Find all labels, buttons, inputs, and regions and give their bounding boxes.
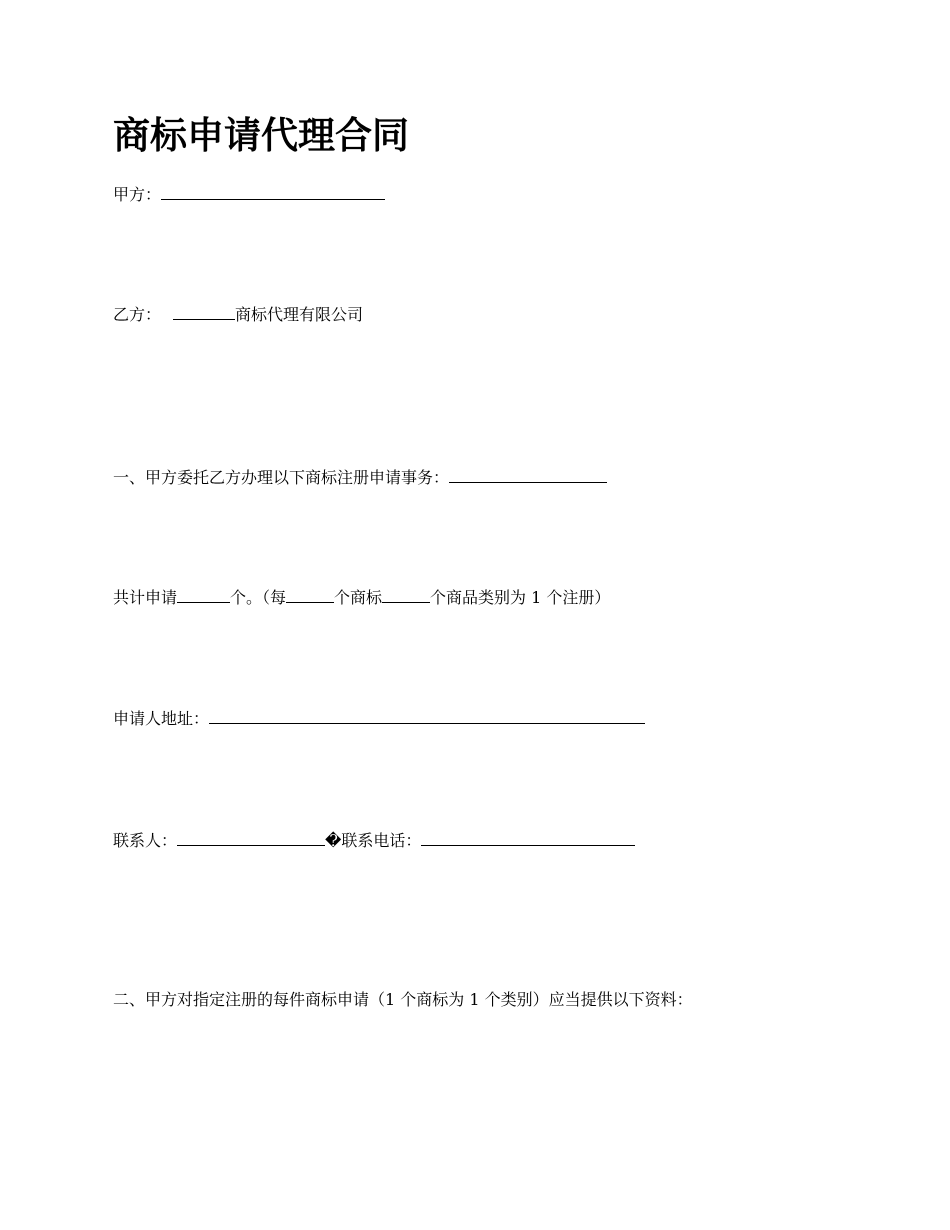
- phone-label: 联系电话：: [341, 831, 422, 850]
- count-suffix: 个商品类别为 1 个注册）: [430, 588, 611, 607]
- document-title: 商标申请代理合同: [113, 114, 409, 157]
- clause-2-line: [113, 988, 693, 1012]
- category-count-blank: [382, 584, 430, 603]
- contact-line: [113, 827, 635, 853]
- party-a-blank: [161, 181, 385, 200]
- party-b-label: 乙方：: [113, 305, 162, 324]
- clause-1-text: 一、甲方委托乙方办理以下商标注册申请事务：: [113, 468, 450, 487]
- party-a-label: 甲方：: [113, 185, 162, 204]
- party-b-company: 商标代理有限公司: [235, 305, 364, 324]
- party-b-blank: [173, 301, 235, 320]
- contact-separator-glyph: �: [325, 831, 342, 850]
- party-b-line: [113, 301, 363, 327]
- count-prefix: 共计申请: [113, 588, 178, 607]
- clause-2-text: 二、甲方对指定注册的每件商标申请（1 个商标为 1 个类别）应当提供以下资料：: [113, 990, 693, 1009]
- trademark-count-blank: [286, 584, 334, 603]
- contact-name-blank: [177, 827, 325, 846]
- contact-label: 联系人：: [113, 831, 178, 850]
- application-count-line: [113, 584, 610, 610]
- application-count-blank: [177, 584, 230, 603]
- party-a-line: [113, 181, 385, 207]
- address-label: 申请人地址：: [113, 709, 210, 728]
- count-mid-1: 个。（每: [230, 588, 287, 607]
- address-blank: [209, 705, 645, 724]
- count-mid-2: 个商标: [334, 588, 383, 607]
- clause-1-line: [113, 464, 607, 490]
- clause-1-blank: [449, 464, 607, 483]
- applicant-address-line: [113, 705, 645, 731]
- phone-blank: [421, 827, 635, 846]
